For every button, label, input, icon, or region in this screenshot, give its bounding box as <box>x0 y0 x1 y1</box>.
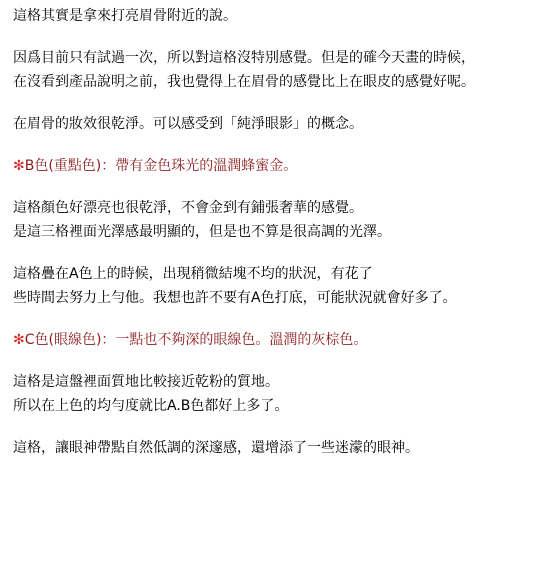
paragraph-gap <box>13 418 543 436</box>
paragraph-gap <box>13 136 543 154</box>
section-heading-b <box>13 154 543 178</box>
text-line: 這格疊在A色上的時候，出現稍微結塊不均的狀況，有花了 <box>13 266 373 282</box>
text-line: 在沒看到產品說明之前，我也覺得上在眉骨的感覺比上在眼皮的感覺好呢。 <box>13 74 475 90</box>
section-heading-c <box>13 328 543 352</box>
text-line: 所以在上色的均勻度就比A.B色都好上多了。 <box>13 398 289 414</box>
paragraph-gap <box>13 178 543 196</box>
text-line: 這格其實是拿來打亮眉骨附近的說。 <box>13 8 237 24</box>
text-line: 是這三格裡面光澤感最明顯的，但是也不算是很高調的光澤。 <box>13 224 391 240</box>
paragraph-gap <box>13 352 543 370</box>
text-line: 因爲目前只有試過一次，所以對這格沒特別感覺。但是的確今天畫的時候， <box>13 50 475 66</box>
section-heading-text: B色(重點色)：帶有金色珠光的溫潤蜂蜜金。 <box>24 158 298 174</box>
text-line: 這格顏色好漂亮也很乾淨，不會金到有鋪張奢華的感覺。 <box>13 200 363 216</box>
text-line: 些時間去努力上勻他。我想也許不要有A色打底，可能狀況就會好多了。 <box>13 290 457 306</box>
text-line: 在眉骨的妝效很乾淨。可以感受到「純淨眼影」的概念。 <box>13 116 363 132</box>
article-body <box>13 4 543 460</box>
asterisk-icon: ✻ <box>13 158 25 174</box>
paragraph-gap <box>13 94 543 112</box>
text-line: 這格，讓眼神帶點自然低調的深邃感，還增添了一些迷濛的眼神。 <box>13 440 419 456</box>
section-heading-text: C色(眼線色)：一點也不夠深的眼線色。溫潤的灰棕色。 <box>24 332 368 348</box>
text-line: 這格是這盤裡面質地比較接近乾粉的質地。 <box>13 374 279 390</box>
asterisk-icon: ✻ <box>13 332 25 348</box>
paragraph-gap <box>13 28 543 46</box>
paragraph-gap <box>13 310 543 328</box>
paragraph-gap <box>13 244 543 262</box>
